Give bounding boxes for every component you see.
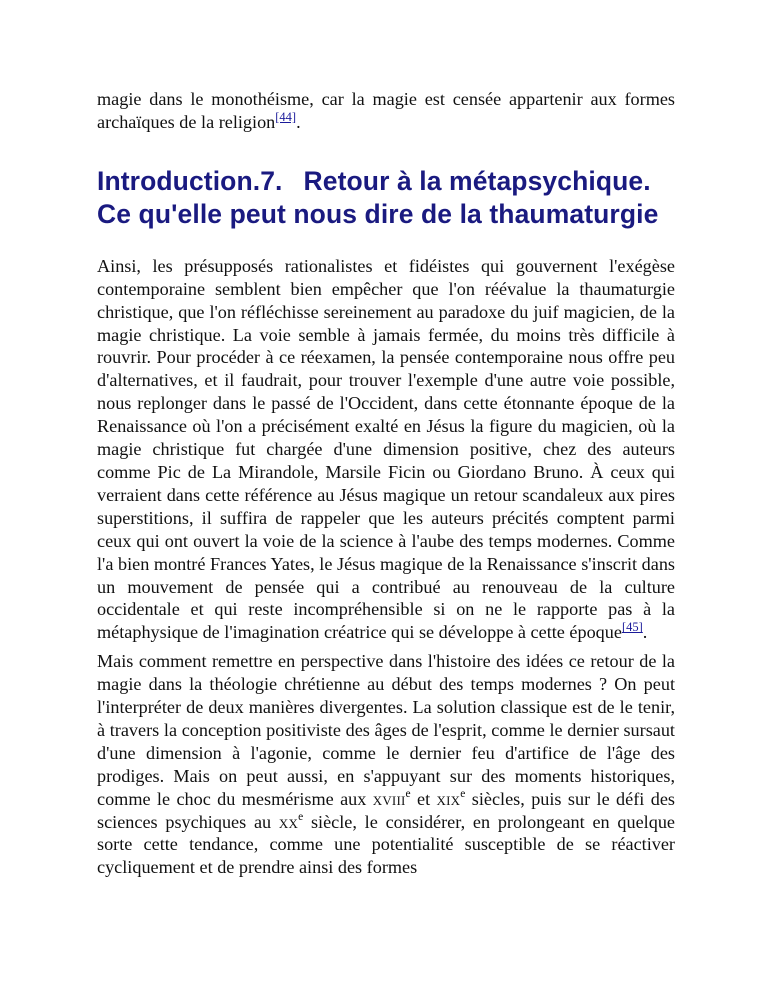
section-heading: [97, 165, 675, 231]
century-18: xviii: [372, 788, 406, 809]
section-title-line1: Retour à la métapsychique.: [303, 165, 651, 196]
section-number: Introduction.7.: [97, 165, 283, 196]
intro-paragraph-text: magie dans le monothéisme, car la magie est censée appartenir aux formes archaïques de la religion: [97, 89, 675, 132]
intro-paragraph-end: .: [296, 111, 301, 132]
footnote-link-45[interactable]: [45]: [621, 620, 643, 635]
intro-paragraph: [97, 88, 675, 134]
century-19: xix: [436, 788, 461, 809]
paragraph-2: [97, 650, 675, 879]
paragraph-1-text: Ainsi, les présupposés rationalistes et fidéistes qui gouvernent l'exégèse contemporaine semblent bien empêcher que l'on réévalue la thaumaturgie christique, que l'on réfléchisse sereinement au paradoxe du juif magicien, de la magie christique. La voie semble à jamais fermée, du moins très difficile à rouvrir. Pour procéder à ce réexamen, la pensée contemporaine nous offre peu d'alternatives, et il faudrait, pour trouver l'exemple d'une autre voie possible, nous replonger dans le passé de l'Occident, dans cette étonnante époque de la Renaissance où l'on a précisément exalté en Jésus la figure du magicien, où la magie christique fut chargée d'une dimension positive, chez des auteurs comme Pic de La Mirandole, Marsile Ficin ou Giordano Bruno. À ceux qui verraient dans cette référence au Jésus magique un retour scandaleux aux pires superstitions, il suffira de rappeler que les auteurs précités comptent parmi ceux qui ont ouvert la voie de la science à l'aube des temps modernes. Comme l'a bien montré Frances Yates, le Jésus magique de la Renaissance s'inscrit dans un mouvement de pensée qui a contribué au renouveau de la culture occidentale et qui reste incompréhensible si on ne le rapporte pas à la métaphysique de l'imagination créatrice qui se développe à cette époque: [97, 255, 675, 643]
paragraph-1: [97, 255, 675, 644]
paragraph-2-part1: Mais comment remettre en perspective dans l'histoire des idées ce retour de la magie dans la théologie chrétienne au début des temps modernes ? On peut l'interpréter de deux manières divergentes. La solution classique est de le tenir, à travers la conception positiviste des âges de l'esprit, comme le dernier sursaut d'une dimension à l'agonie, comme le dernier feu d'artifice de l'âge des prodiges. Mais on peut aussi, en s'appuyant sur des moments historiques, comme le choc du mesmérisme aux: [97, 651, 675, 809]
paragraph-1-end: .: [642, 622, 648, 643]
century-18-sup: e: [405, 787, 411, 800]
century-20: xx: [278, 811, 299, 832]
century-19-sup: e: [460, 787, 466, 800]
footnote-link-44[interactable]: [44]: [275, 109, 297, 124]
paragraph-2-part2: et: [410, 788, 437, 809]
century-20-sup: e: [298, 810, 304, 823]
document-page: [97, 88, 675, 879]
paragraph-2-part4: siècle, le considérer, en prolongeant en quelque sorte cette tendance, comme une potentialité susceptible de se réactiver cycliquement et de prendre ainsi des formes: [97, 811, 675, 878]
section-title-line2: Ce qu'elle peut nous dire de la thaumaturgie: [97, 198, 659, 229]
paragraph-2-part3: siècles, puis sur le défi des sciences psychiques au: [97, 788, 675, 832]
